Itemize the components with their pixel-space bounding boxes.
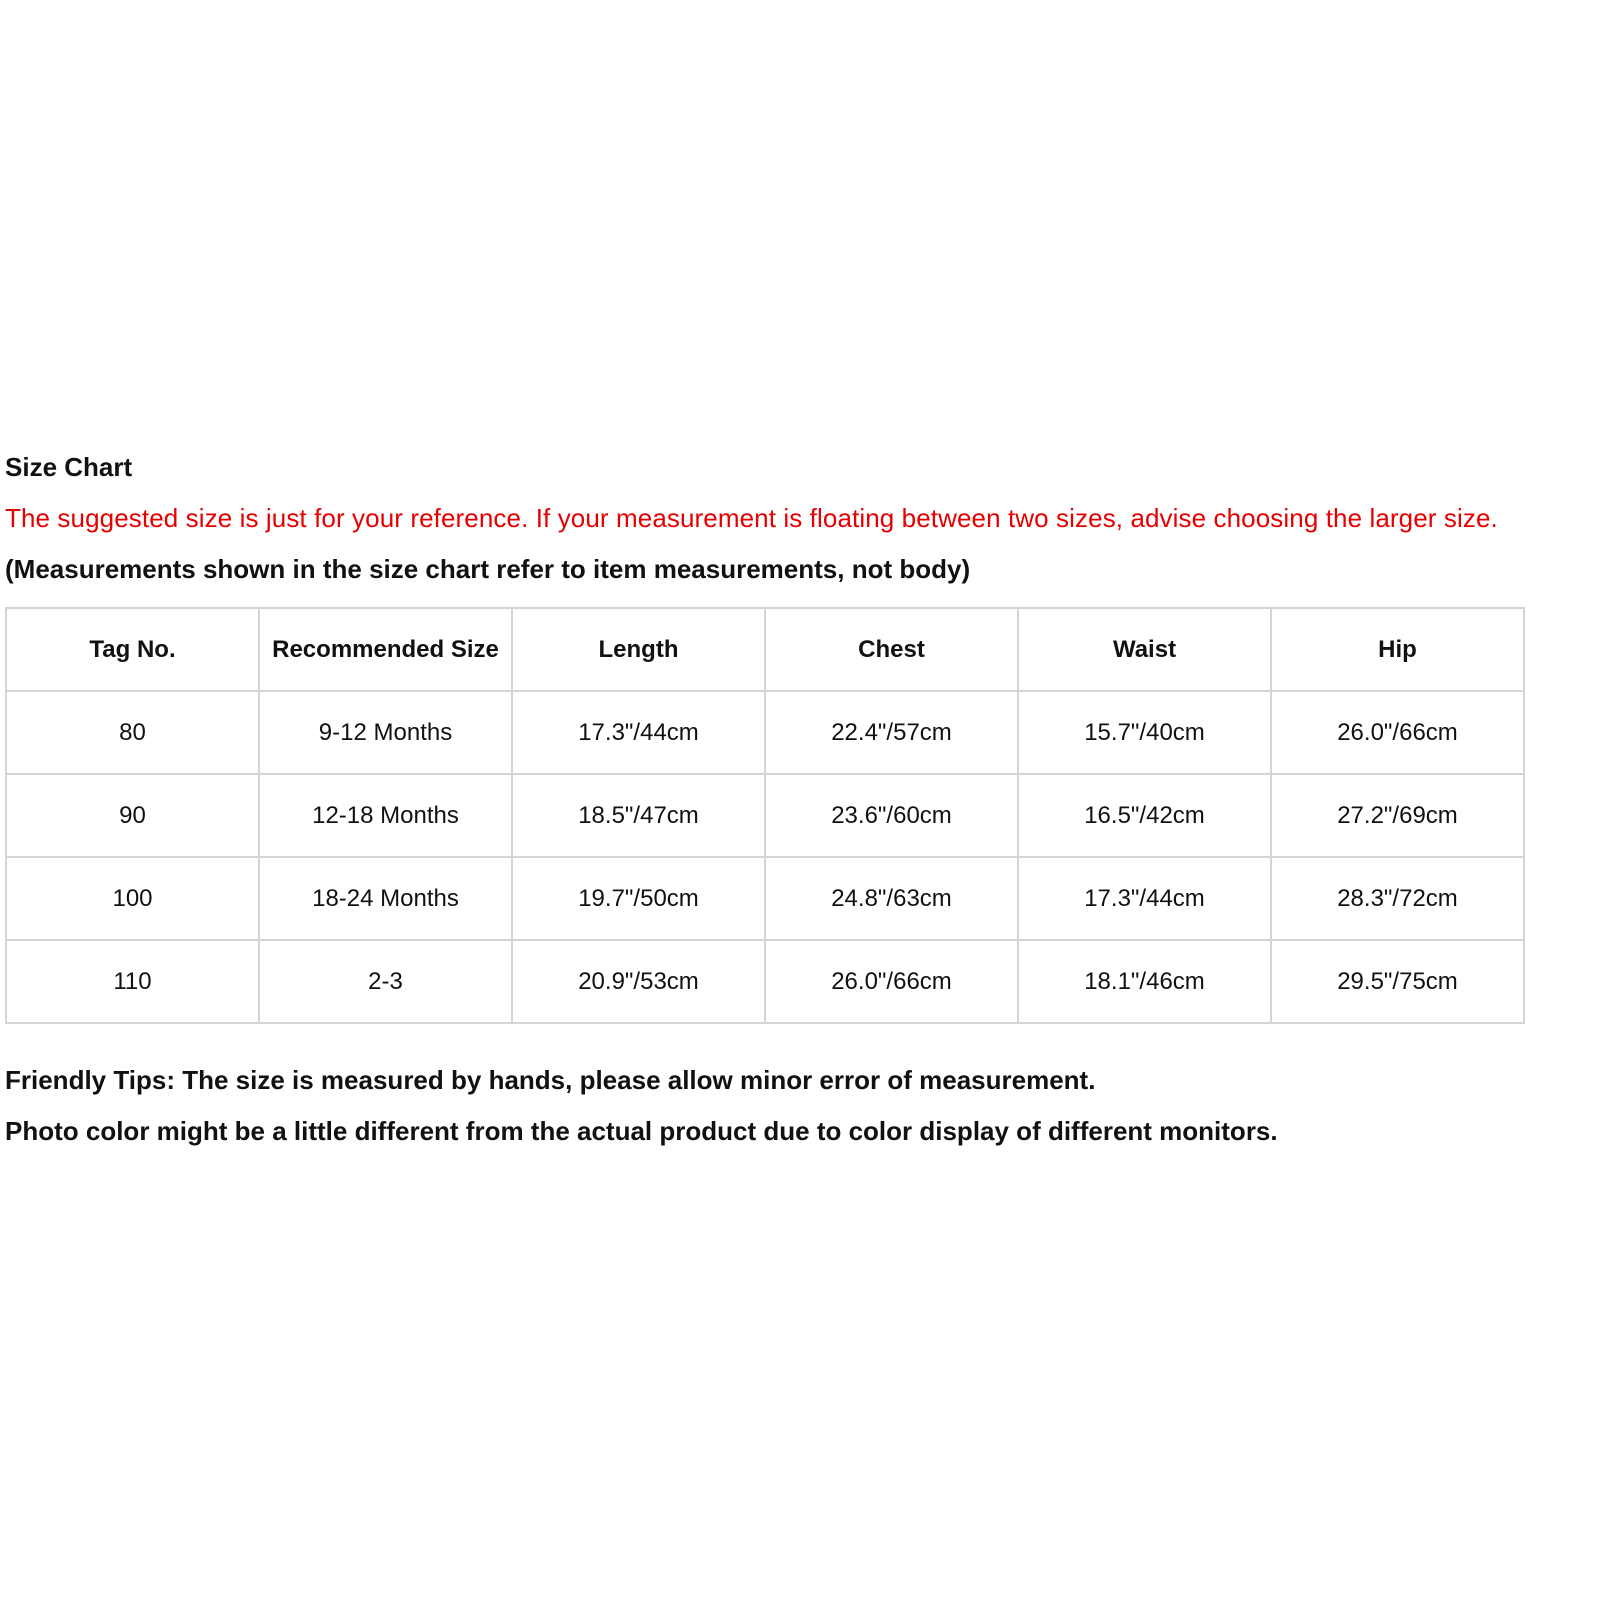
header-hip: Hip (1271, 608, 1524, 691)
cell-chest: 23.6"/60cm (765, 774, 1018, 857)
cell-length: 18.5"/47cm (512, 774, 765, 857)
header-length: Length (512, 608, 765, 691)
cell-chest: 24.8"/63cm (765, 857, 1018, 940)
cell-length: 17.3"/44cm (512, 691, 765, 774)
cell-hip: 28.3"/72cm (1271, 857, 1524, 940)
cell-chest: 26.0"/66cm (765, 940, 1018, 1023)
cell-tag-no: 110 (6, 940, 259, 1023)
cell-waist: 16.5"/42cm (1018, 774, 1271, 857)
size-chart-title: Size Chart (5, 452, 133, 482)
size-reference-notice: The suggested size is just for your reference. If your measurement is floating between two sizes, advise choosing the larger size. (5, 503, 1498, 533)
cell-tag-no: 100 (6, 857, 259, 940)
table-row (6, 940, 1524, 1023)
table-row (6, 857, 1524, 940)
cell-hip: 26.0"/66cm (1271, 691, 1524, 774)
friendly-tip: Friendly Tips: The size is measured by hands, please allow minor error of measurement. (5, 1065, 1096, 1095)
cell-chest: 22.4"/57cm (765, 691, 1018, 774)
cell-tag-no: 90 (6, 774, 259, 857)
cell-tag-no: 80 (6, 691, 259, 774)
header-recommended-size: Recommended Size (259, 608, 512, 691)
cell-recommended-size: 18-24 Months (259, 857, 512, 940)
header-tag-no: Tag No. (6, 608, 259, 691)
photo-color-tip: Photo color might be a little different from the actual product due to color display of different monitors. (5, 1116, 1278, 1146)
cell-hip: 29.5"/75cm (1271, 940, 1524, 1023)
cell-waist: 18.1"/46cm (1018, 940, 1271, 1023)
table-row (6, 691, 1524, 774)
cell-waist: 15.7"/40cm (1018, 691, 1271, 774)
measurement-note: (Measurements shown in the size chart refer to item measurements, not body) (5, 554, 971, 584)
cell-recommended-size: 2-3 (259, 940, 512, 1023)
cell-waist: 17.3"/44cm (1018, 857, 1271, 940)
header-chest: Chest (765, 608, 1018, 691)
cell-length: 19.7"/50cm (512, 857, 765, 940)
table-header-row (6, 608, 1524, 691)
cell-length: 20.9"/53cm (512, 940, 765, 1023)
cell-recommended-size: 12-18 Months (259, 774, 512, 857)
header-waist: Waist (1018, 608, 1271, 691)
size-chart-table (5, 607, 1525, 1024)
cell-hip: 27.2"/69cm (1271, 774, 1524, 857)
cell-recommended-size: 9-12 Months (259, 691, 512, 774)
table-row (6, 774, 1524, 857)
